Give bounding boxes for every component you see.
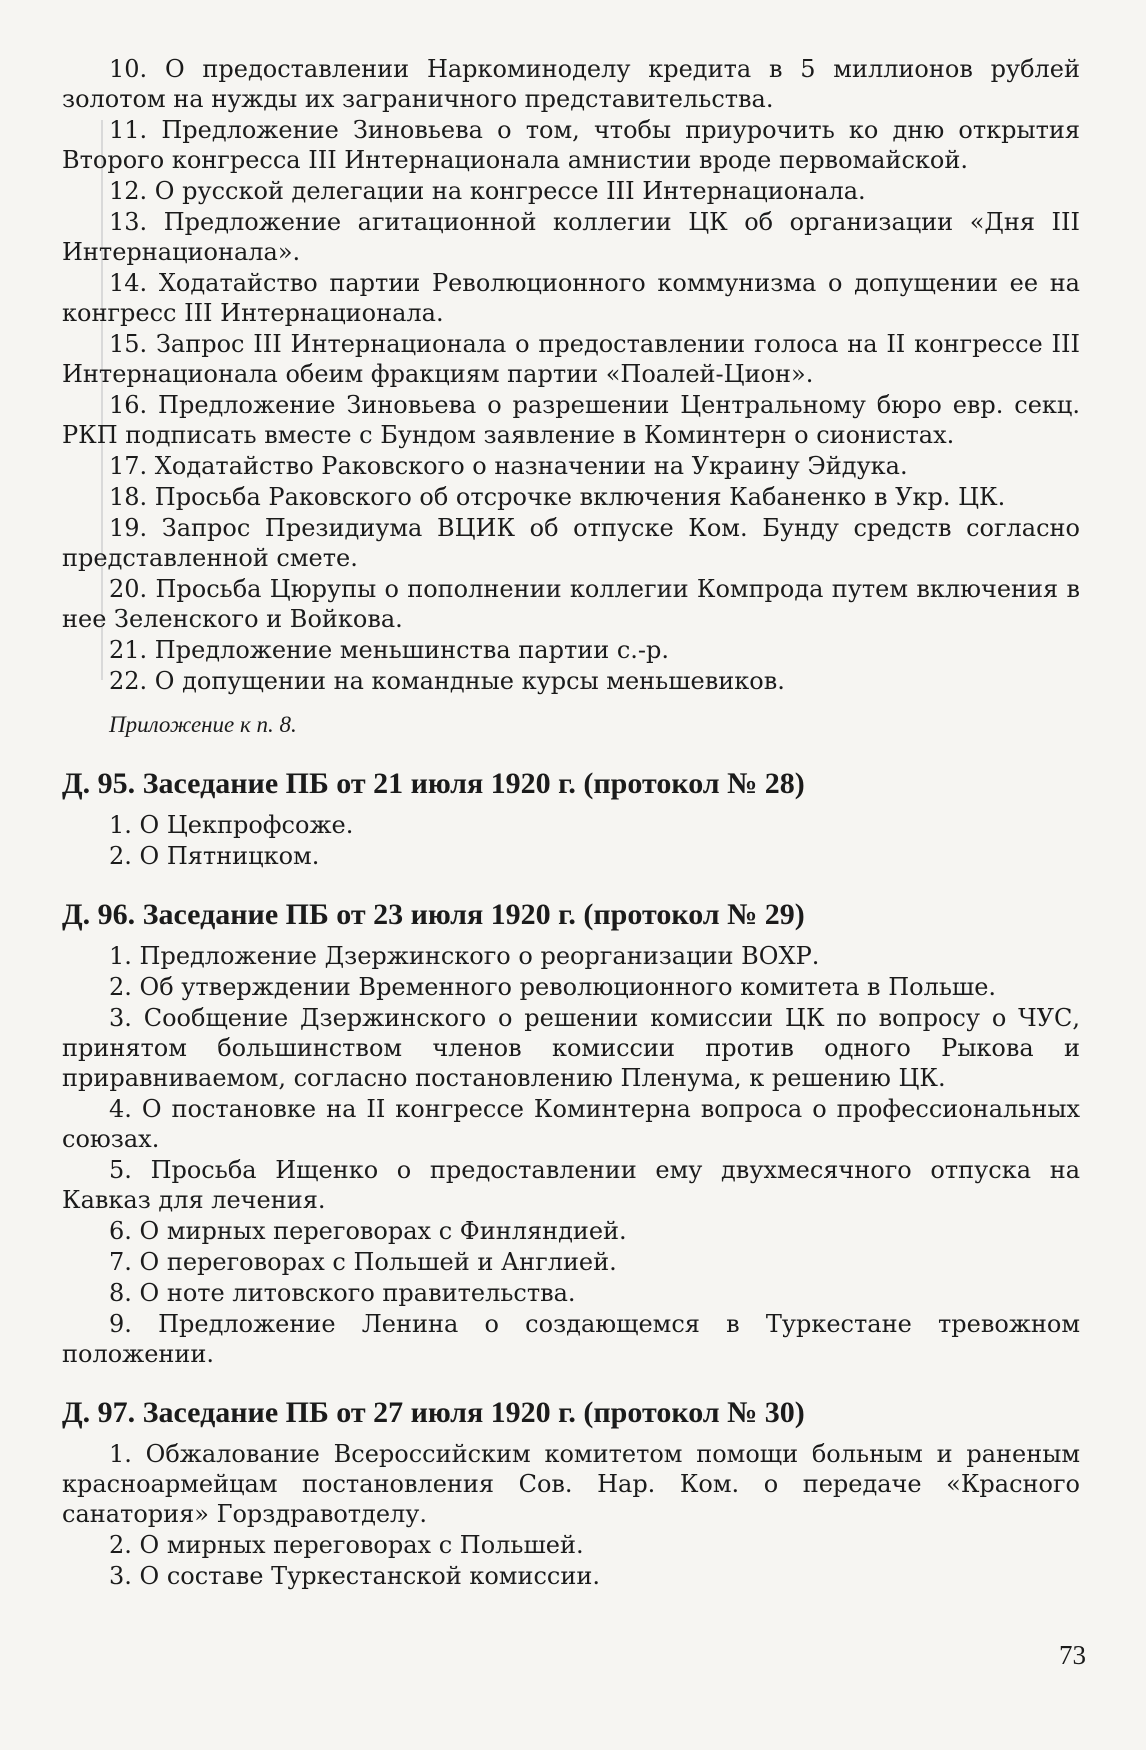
list-item: 2. О мирных переговорах с Польшей.: [109, 1531, 584, 1559]
document-page: [62, 54, 1080, 1592]
list-item: 6. О мирных переговорах с Финляндией.: [109, 1217, 627, 1245]
page-number: 73: [1059, 1640, 1086, 1670]
list-item: 7. О переговорах с Польшей и Англией.: [109, 1248, 617, 1276]
list-item: 2. О Пятницком.: [109, 842, 320, 870]
list-item: 3. О составе Туркестанской комиссии.: [109, 1562, 600, 1590]
section-heading: Д. 96. Заседание ПБ от 23 июля 1920 г. (протокол № 29): [62, 898, 805, 931]
list-item: 19. Запрос Президиума ВЦИК об отпуске Ком. Бунду средств согласно представленной смете.: [62, 514, 1080, 572]
list-item: 21. Предложение меньшинства партии с.-р.: [109, 636, 670, 664]
list-item: 9. Предложение Ленина о создающемся в Туркестане тревожном положении.: [62, 1310, 1080, 1368]
list-item: 11. Предложение Зиновьева о том, чтобы приурочить ко дню открытия Второго конгресса III Интернационала амнистии вроде первомайской.: [62, 116, 1080, 174]
intro-list: [62, 54, 1080, 696]
list-item: 10. О предоставлении Наркоминоделу кредита в 5 миллионов рублей золотом на нужды их заграничного представительства.: [62, 55, 1080, 113]
appendix-note: Приложение к п. 8.: [109, 712, 297, 737]
list-item: 1. Предложение Дзержинского о реорганизации ВОХР.: [109, 942, 820, 970]
list-item: 1. О Цекпрофсоже.: [109, 811, 354, 839]
section-heading: Д. 95. Заседание ПБ от 21 июля 1920 г. (протокол № 28): [62, 767, 805, 800]
list-item: 15. Запрос III Интернационала о предоставлении голоса на II конгрессе III Интернационала обеим фракциям партии «Поалей-Цион».: [62, 330, 1080, 388]
section-d95: [62, 766, 1080, 871]
section-d97: [62, 1395, 1080, 1591]
list-item: 12. О русской делегации на конгрессе III Интернационала.: [109, 177, 866, 205]
list-item: 17. Ходатайство Раковского о назначении на Украину Эйдука.: [109, 452, 908, 480]
section-heading: Д. 97. Заседание ПБ от 27 июля 1920 г. (протокол № 30): [62, 1396, 805, 1429]
list-item: 13. Предложение агитационной коллегии ЦК об организации «Дня III Интернационала».: [62, 208, 1080, 266]
list-item: 14. Ходатайство партии Революционного коммунизма о допущении ее на конгресс III Интернационала.: [62, 269, 1080, 327]
list-item: 16. Предложение Зиновьева о разрешении Центральному бюро евр. секц. РКП подписать вместе с Бундом заявление в Коминтерн о сионистах.: [62, 391, 1080, 449]
list-item: 4. О постановке на II конгрессе Коминтерна вопроса о профессиональных союзах.: [62, 1095, 1080, 1153]
section-d96: [62, 897, 1080, 1369]
list-item: 5. Просьба Ищенко о предоставлении ему двухмесячного отпуска на Кавказ для лечения.: [62, 1156, 1080, 1214]
list-item: 20. Просьба Цюрупы о пополнении коллегии Компрода путем включения в нее Зеленского и Войкова.: [62, 575, 1080, 633]
list-item: 22. О допущении на командные курсы меньшевиков.: [109, 667, 785, 695]
list-item: 8. О ноте литовского правительства.: [109, 1279, 576, 1307]
list-item: 3. Сообщение Дзержинского о решении комиссии ЦК по вопросу о ЧУС, принятом большинством членов комиссии против одного Рыкова и приравниваемом, согласно постановлению Пленума, к решению ЦК.: [62, 1004, 1080, 1092]
list-item: 1. Обжалование Всероссийским комитетом помощи больным и раненым красноармейцам постановления Сов. Нар. Ком. о передаче «Красного санатория» Горздравотделу.: [62, 1440, 1080, 1528]
list-item: 18. Просьба Раковского об отсрочке включения Кабаненко в Укр. ЦК.: [109, 483, 1006, 511]
list-item: 2. Об утверждении Временного революционного комитета в Польше.: [109, 973, 997, 1001]
